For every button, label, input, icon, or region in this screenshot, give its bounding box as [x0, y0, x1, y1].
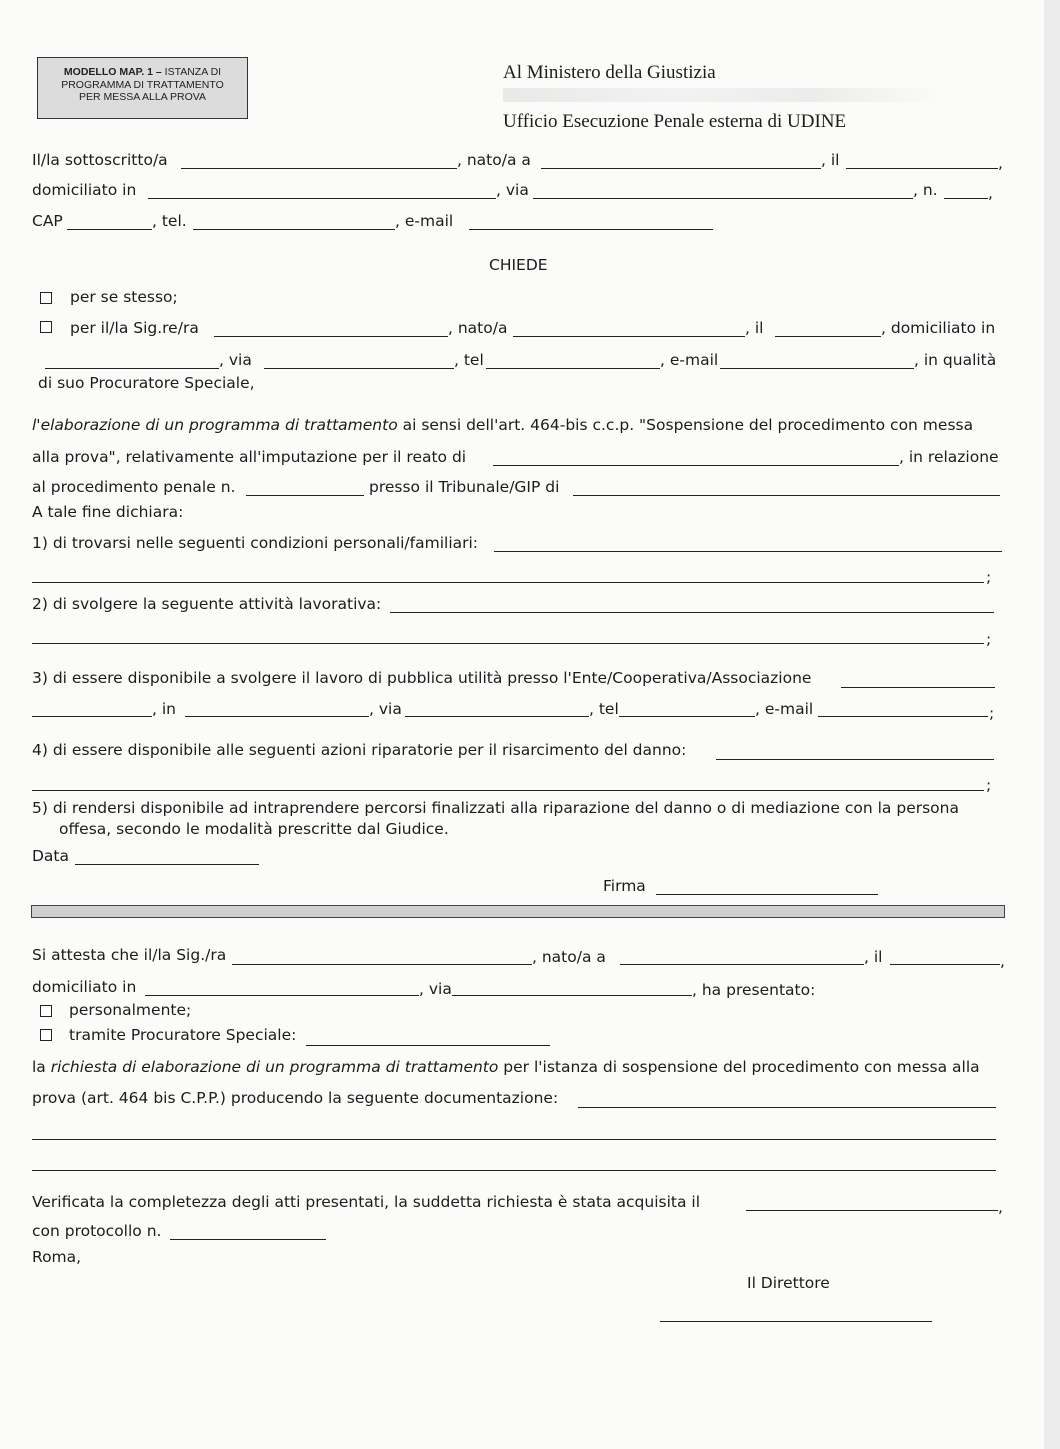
label-roma: Roma,	[32, 1248, 82, 1266]
label-other-via: , via	[219, 351, 252, 369]
model-code: MODELLO MAP. 1 –	[63, 66, 162, 78]
request-line4: A tale fine dichiara:	[32, 503, 184, 521]
label-other-qualita: , in qualità	[914, 351, 997, 369]
field-name[interactable]	[181, 168, 457, 169]
field-decl3-entity-b[interactable]	[32, 716, 152, 717]
field-documentation-b[interactable]	[32, 1139, 996, 1140]
label-nato: , nato/a a	[457, 151, 531, 169]
addressee-office: Ufficio Esecuzione Penale esterna di UDINE	[503, 111, 847, 132]
redacted-line	[503, 88, 943, 102]
field-decl3-city[interactable]	[185, 716, 369, 717]
field-decl3-phone[interactable]	[619, 716, 755, 717]
field-signature[interactable]	[656, 894, 878, 895]
field-cap[interactable]	[67, 229, 152, 230]
label-n: , n.	[913, 181, 938, 199]
field-other-email[interactable]	[720, 368, 914, 369]
field-decl3-email[interactable]	[818, 716, 988, 717]
declaration-5: 5) di rendersi disponibile ad intraprendere percorsi finalizzati alla riparazione del danno o di mediazione con la persona	[32, 799, 959, 817]
label-protocollo: con protocollo n.	[32, 1222, 162, 1240]
att-request-italic: richiesta di elaborazione di un programma di trattamento	[50, 1058, 499, 1076]
field-other-phone[interactable]	[486, 368, 660, 369]
declaration-5-cont: offesa, secondo le modalità prescritte dal Giudice.	[59, 820, 449, 838]
request-line1-rest: ai sensi dell'art. 464-bis c.c.p. "Sospensione del procedimento con messa	[397, 416, 974, 434]
field-decl1-a[interactable]	[494, 551, 1002, 552]
label-att-via: , via	[419, 980, 452, 998]
field-documentation-a[interactable]	[578, 1107, 996, 1108]
request-line3a: al procedimento penale n.	[32, 478, 236, 496]
field-date[interactable]	[75, 864, 259, 865]
label-att-domiciliato: domiciliato in	[32, 978, 137, 996]
field-birthdate[interactable]	[846, 168, 998, 169]
attestation-line1: Si attesta che il/la Sig./ra	[32, 946, 227, 964]
label-domiciliato: domiciliato in	[32, 181, 137, 199]
semicolon: ;	[986, 630, 992, 648]
field-director-signature[interactable]	[660, 1321, 932, 1322]
field-other-birthdate[interactable]	[775, 336, 881, 337]
field-protocol-number[interactable]	[170, 1239, 326, 1240]
label-data: Data	[32, 847, 70, 865]
field-att-domicile[interactable]	[145, 995, 419, 996]
label-att-nato: , nato/a a	[532, 948, 606, 966]
verificata-text: Verificata la completezza degli atti presentati, la suddetta richiesta è stata acquisita il	[32, 1193, 700, 1211]
checkbox-personalmente[interactable]	[40, 1005, 52, 1017]
semicolon: ;	[989, 704, 995, 722]
field-other-name[interactable]	[214, 336, 448, 337]
label-il: , il	[821, 151, 840, 169]
field-crime[interactable]	[493, 465, 899, 466]
declaration-4: 4) di essere disponibile alle seguenti azioni riparatorie per il risarcimento del danno:	[32, 741, 687, 759]
model-title-part1: ISTANZA DI	[161, 66, 222, 78]
field-birthplace[interactable]	[541, 168, 821, 169]
checkbox-procuratore[interactable]	[40, 1029, 52, 1041]
comma: ,	[988, 184, 993, 202]
field-email[interactable]	[469, 229, 713, 230]
model-title-part3: PER MESSA ALLA PROVA	[78, 91, 207, 104]
heading-chiede: CHIEDE	[489, 256, 548, 274]
model-title-part2: PROGRAMMA DI TRATTAMENTO	[61, 78, 224, 91]
label-sottoscritto: Il/la sottoscritto/a	[32, 151, 168, 169]
att-request-line1	[32, 1060, 980, 1076]
field-domicile[interactable]	[148, 198, 496, 199]
field-decl2-b[interactable]	[32, 643, 984, 644]
field-street[interactable]	[533, 198, 913, 199]
checkbox-self[interactable]	[40, 292, 52, 304]
scan-edge	[1044, 0, 1060, 1449]
field-decl4-a[interactable]	[716, 759, 994, 760]
label-other-nato: , nato/a	[448, 319, 508, 337]
label-direttore: Il Direttore	[747, 1274, 830, 1292]
label-cap: CAP	[32, 212, 63, 230]
comma: ,	[998, 154, 1003, 172]
field-att-procuratore[interactable]	[306, 1045, 550, 1046]
declaration-1: 1) di trovarsi nelle seguenti condizioni personali/familiari:	[32, 534, 479, 552]
label-att-presentato: , ha presentato:	[692, 981, 816, 999]
label-email: , e-mail	[395, 212, 454, 230]
comma: ,	[998, 1198, 1003, 1216]
att-request-line2: prova (art. 464 bis C.P.P.) producendo la seguente documentazione:	[32, 1089, 559, 1107]
semicolon: ;	[986, 568, 992, 586]
field-att-name[interactable]	[232, 964, 532, 965]
field-decl3-street[interactable]	[405, 716, 589, 717]
label-other-domiciliato: , domiciliato in	[881, 319, 996, 337]
section-divider	[31, 905, 1005, 918]
field-other-domicile[interactable]	[45, 368, 219, 369]
field-documentation-c[interactable]	[32, 1170, 996, 1171]
att-request-rest: per l'istanza di sospensione del procedimento con messa alla	[498, 1058, 980, 1076]
label-firma: Firma	[603, 877, 646, 895]
option-self-label: per se stesso;	[70, 288, 178, 306]
label-decl3-in: , in	[152, 700, 176, 718]
declaration-2: 2) di svolgere la seguente attività lavorativa:	[32, 595, 382, 613]
field-other-street[interactable]	[264, 368, 454, 369]
field-other-birthplace[interactable]	[513, 336, 745, 337]
field-decl4-b[interactable]	[32, 790, 984, 791]
option-other-label: per il/la Sig.re/ra	[70, 319, 199, 337]
label-att-il: , il	[864, 948, 883, 966]
att-request-pre: la	[32, 1058, 51, 1076]
field-phone[interactable]	[193, 229, 395, 230]
semicolon: ;	[986, 776, 992, 794]
field-decl1-b[interactable]	[32, 582, 984, 583]
label-decl3-email: , e-mail	[755, 700, 814, 718]
field-att-birthplace[interactable]	[620, 964, 864, 965]
field-number[interactable]	[944, 198, 988, 199]
field-acquired-date[interactable]	[746, 1210, 998, 1211]
field-att-birthdate[interactable]	[890, 964, 1000, 965]
field-att-street[interactable]	[452, 995, 692, 996]
request-line1	[32, 418, 973, 434]
comma: ,	[1000, 952, 1005, 970]
label-decl3-tel: , tel	[589, 700, 619, 718]
label-procuratore: di suo Procuratore Speciale,	[38, 374, 255, 392]
label-att-procuratore: tramite Procuratore Speciale:	[69, 1026, 297, 1044]
field-case-number[interactable]	[246, 495, 364, 496]
label-via: , via	[496, 181, 529, 199]
field-decl2-a[interactable]	[390, 612, 994, 613]
request-line2-end: , in relazione	[899, 448, 999, 466]
checkbox-other[interactable]	[40, 321, 52, 333]
label-tel: , tel.	[152, 212, 187, 230]
label-personalmente: personalmente;	[69, 1001, 192, 1019]
request-line2: alla prova", relativamente all'imputazione per il reato di	[32, 448, 467, 466]
request-line3b: presso il Tribunale/GIP di	[369, 478, 560, 496]
field-decl3-entity[interactable]	[841, 687, 995, 688]
label-other-il: , il	[745, 319, 764, 337]
request-italic: l'elaborazione di un programma di trattamento	[32, 416, 398, 434]
label-other-email: , e-mail	[660, 351, 719, 369]
label-decl3-via: , via	[369, 700, 402, 718]
addressee-ministry: Al Ministero della Giustizia	[503, 62, 716, 83]
form-model-box	[37, 57, 248, 119]
field-court[interactable]	[573, 495, 1000, 496]
declaration-3: 3) di essere disponibile a svolgere il lavoro di pubblica utilità presso l'Ente/Cooperativa/Associazione	[32, 669, 812, 687]
label-other-tel: , tel	[454, 351, 484, 369]
